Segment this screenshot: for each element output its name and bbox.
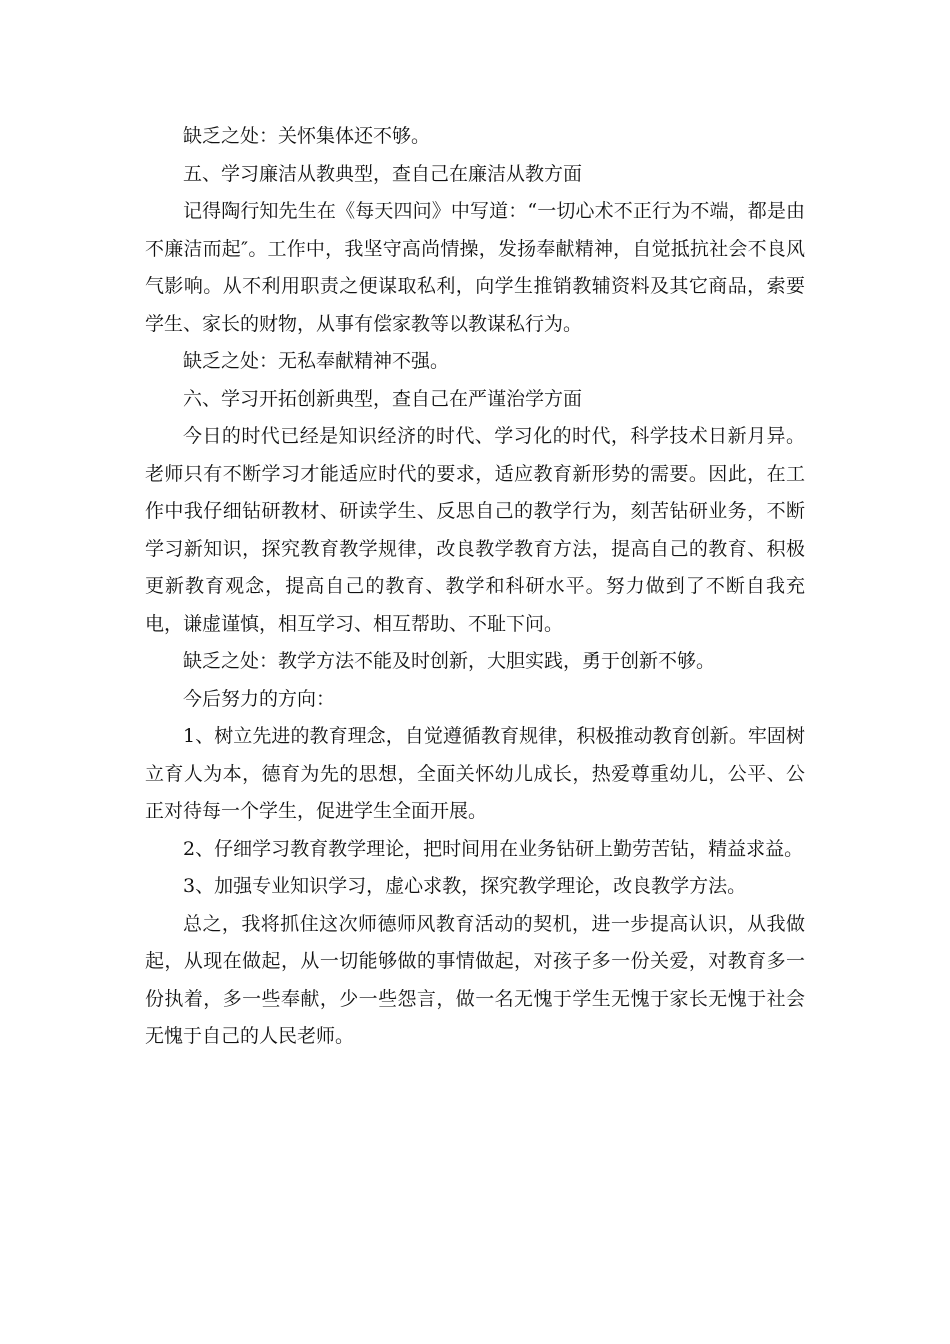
list-item-3: 3、加强专业知识学习，虚心求教，探究教学理论，改良教学方法。 [183,875,747,897]
list-item-1: 1、树立先进的教育理念，自觉遵循教育规律，积极推动教育创新。牢固树立育人为本，德育为先的思想，全面关怀幼儿成长，热爱尊重幼儿，公平、公正对待每一个学生，促进学生全面开展。 [145,725,805,822]
paragraph-shortcoming-collective: 缺乏之处：关怀集体还不够。 [183,125,431,147]
document-body [145,118,805,1056]
paragraph-shortcoming-dedication: 缺乏之处：无私奉献精神不强。 [183,350,450,372]
heading-section-five: 五、学习廉洁从教典型，查自己在廉洁从教方面 [183,162,583,185]
paragraph-shortcoming-methods: 缺乏之处：教学方法不能及时创新，大胆实践，勇于创新不够。 [183,650,716,672]
heading-section-six: 六、学习开拓创新典型，查自己在严谨治学方面 [183,387,583,410]
paragraph-integrity: 记得陶行知先生在《每天四问》中写道：“一切心术不正行为不端，都是由不廉洁而起″。工作中，我坚守高尚情操，发扬奉献精神，自觉抵抗社会不良风气影响。从不利用职责之便谋取私利，向学生推销教辅资料及其它商品，索要学生、家长的财物，从事有偿家教等以教谋私行为。 [145,200,805,335]
list-item-2: 2、仔细学习教育教学理论，把时间用在业务钻研上勤劳苦钻，精益求益。 [183,837,804,860]
heading-future-direction: 今后努力的方向： [183,687,336,710]
paragraph-conclusion: 总之，我将抓住这次师德师风教育活动的契机，进一步提高认识，从我做起，从现在做起，从一切能够做的事情做起，对孩子多一份关爱，对教育多一份执着，多一些奉献，少一些怨言，做一名无愧于学生无愧于家长无愧于社会无愧于自己的人民老师。 [145,912,805,1047]
paragraph-innovation: 今日的时代已经是知识经济的时代、学习化的时代，科学技术日新月异。老师只有不断学习才能适应时代的要求，适应教育新形势的需要。因此，在工作中我仔细钻研教材、研读学生、反思自己的教学行为，刻苦钻研业务，不断学习新知识，探究教育教学规律，改良教学教育方法，提高自己的教育、积极更新教育观念，提高自己的教育、教学和科研水平。努力做到了不断自我充电，谦虚谨慎，相互学习、相互帮助、不耻下问。 [145,425,805,635]
